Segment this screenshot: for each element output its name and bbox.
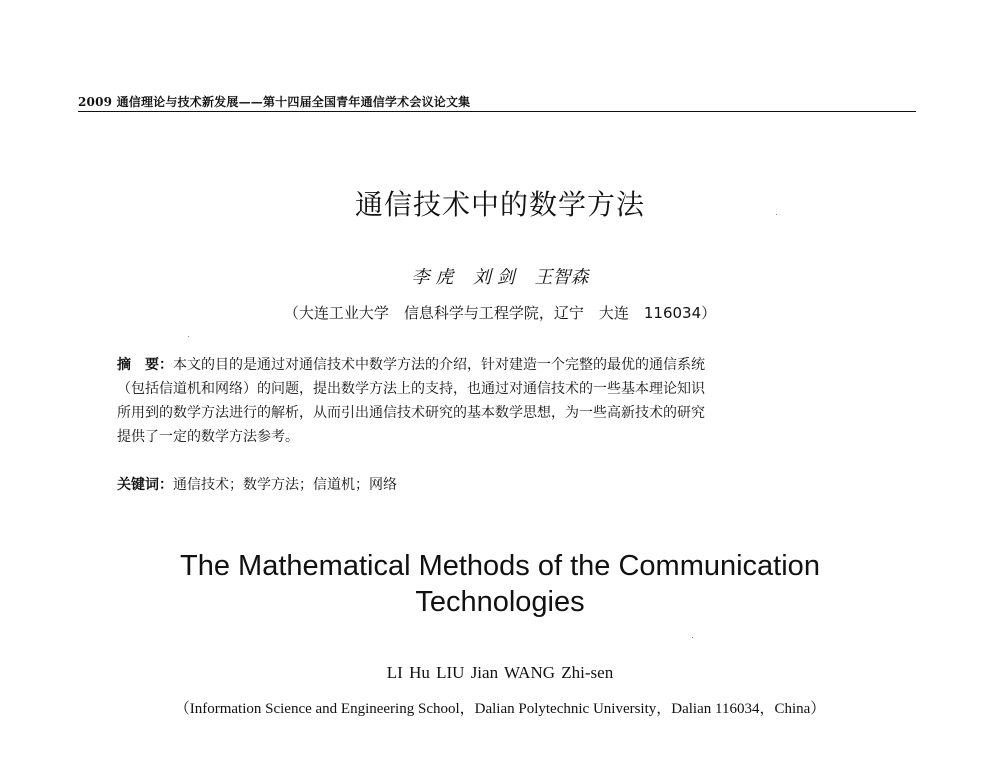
- title-en-line: Technologies: [415, 586, 585, 618]
- abstract-line: 所用到的数学方法进行的解析，从而引出通信技术研究的基本数学思想，为一些高新技术的研究: [117, 405, 705, 421]
- abstract: [117, 353, 887, 449]
- paper-title-en: [0, 548, 1000, 620]
- keywords-text: 通信技术；数学方法；信道机；网络: [173, 477, 397, 493]
- author-cn: 刘 剑: [473, 267, 515, 288]
- abstract-text: 本文的目的是通过对通信技术中数学方法的介绍，针对建造一个完整的最优的通信系统: [173, 357, 705, 373]
- affiliation-cn: （大连工业大学 信息科学与工程学院，辽宁 大连 116034）: [283, 304, 717, 322]
- authors-cn: [0, 263, 1000, 289]
- keywords: [117, 474, 397, 494]
- paper-title-cn: 通信技术中的数学方法: [354, 188, 645, 221]
- scan-speck: [188, 336, 189, 337]
- running-header: 2009 通信理论与技术新发展——第十四届全国青年通信学术会议论文集: [78, 95, 471, 109]
- authors-en: LI Hu LIU Jian WANG Zhi-sen: [386, 663, 614, 682]
- affiliation-en: （Information Science and Engineering School，Dalian Polytechnic University，Dalian 116034，China）: [174, 701, 826, 717]
- header-rule: [78, 111, 916, 112]
- author-cn: 李 虎: [411, 267, 454, 288]
- title-en-line: The Mathematical Methods of the Communication: [180, 550, 820, 582]
- scan-speck: [692, 637, 693, 638]
- scan-speck: [776, 214, 777, 215]
- abstract-line: 提供了一定的数学方法参考。: [117, 429, 299, 445]
- abstract-line: （包括信道机和网络）的问题，提出数学方法上的支持，也通过对通信技术的一些基本理论知识: [117, 381, 705, 397]
- abstract-label: 摘 要：: [117, 357, 173, 373]
- keywords-label: 关键词：: [117, 477, 173, 493]
- author-cn: 王智森: [534, 267, 589, 288]
- abstract-line: [117, 353, 887, 377]
